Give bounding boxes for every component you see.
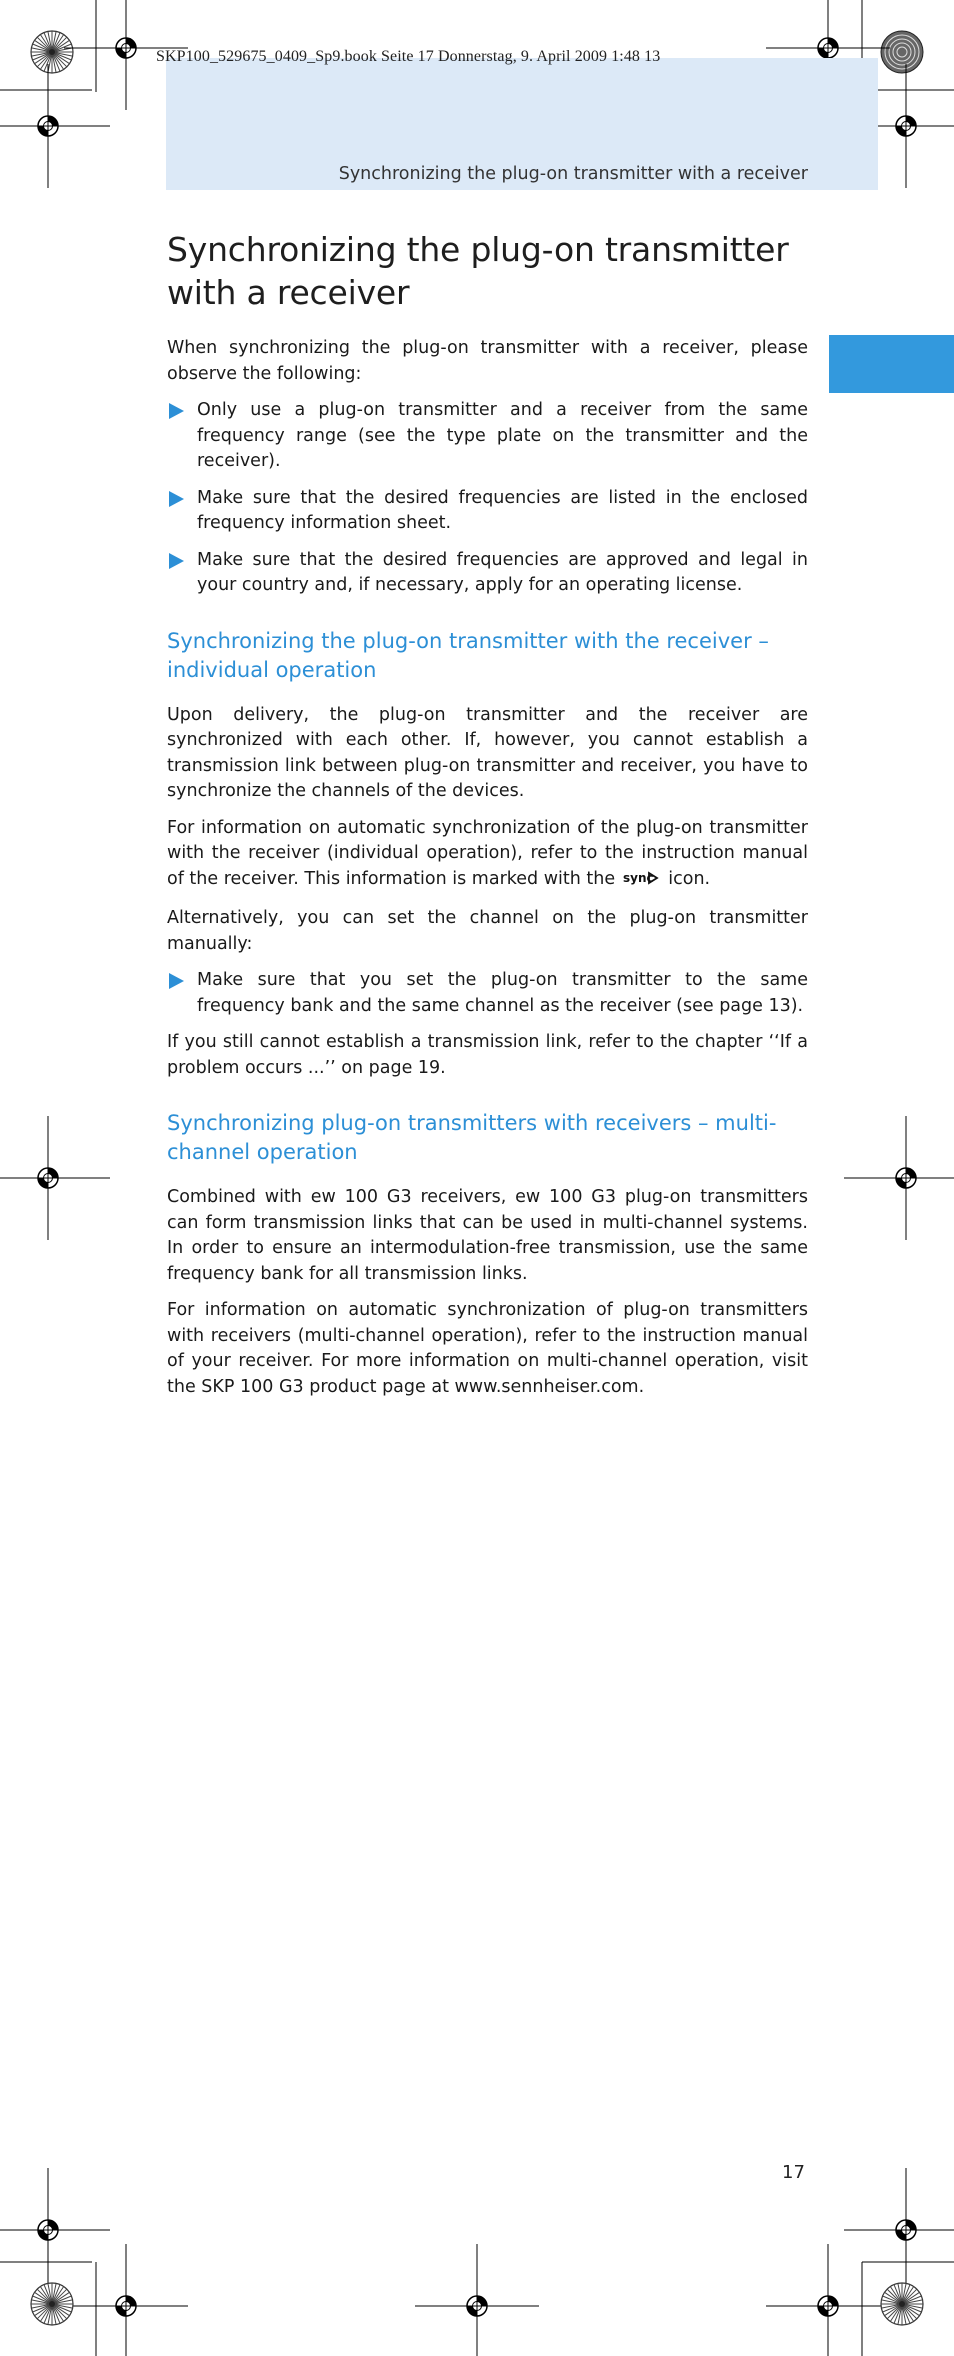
paragraph: Combined with ew 100 G3 receivers, ew 100 G3 plug-on transmitters can form transmission links that can be used in multi-channel systems. In order to ensure an intermodulation-free transmission, use the same frequency bank for all transmission links. xyxy=(167,1187,808,1284)
bullet-arrow-icon xyxy=(169,553,184,569)
intro-paragraph: When synchronizing the plug-on transmitter with a receiver, please observe the following: xyxy=(167,338,808,384)
section-heading-individual: Synchronizing the plug-on transmitter with the receiver – individual operation xyxy=(167,628,769,682)
svg-text:sync: sync xyxy=(622,870,654,885)
section-heading-multichannel: Synchronizing plug-on transmitters with receivers – multi-channel operation xyxy=(167,1111,777,1164)
paragraph: Alternatively, you can set the channel on the plug-on transmitter manually: xyxy=(167,908,808,954)
chapter-side-tab xyxy=(829,335,954,393)
list-item: Make sure that the desired frequencies are approved and legal in your country and, if necessary, apply for an operating license. xyxy=(167,548,808,599)
paragraph: If you still cannot establish a transmission link, refer to the chapter ‘‘If a problem occurs ...’’ on page 19. xyxy=(167,1032,808,1078)
print-slug: SKP100_529675_0409_Sp9.book Seite 17 Donnerstag, 9. April 2009 1:48 13 xyxy=(156,48,661,65)
list-item: Make sure that you set the plug-on transmitter to the same frequency bank and the same channel as the receiver (see page 13). xyxy=(167,968,808,1019)
bullet-list xyxy=(167,968,808,1019)
paragraph: For information on automatic synchronization of the plug-on transmitter with the receiver (individual operation), refer to the instruction manual of the receiver. This information is marked with the sync icon. xyxy=(167,816,808,896)
bullet-arrow-icon xyxy=(169,403,184,419)
bullet-arrow-icon xyxy=(169,491,184,507)
paragraph: Upon delivery, the plug-on transmitter and the receiver are synchronized with each other. If, however, you cannot establish a transmission link between plug-on transmitter and receiver, you have to synchronize the channels of the devices. xyxy=(167,704,808,801)
list-item: Only use a plug-on transmitter and a receiver from the same frequency range (see the type plate on the transmitter and the receiver). xyxy=(167,398,808,475)
paragraph: For information on automatic synchronization of plug-on transmitters with receivers (multi-channel operation), refer to the instruction manual of your receiver. For more information on multi-channel operation, visit the SKP 100 G3 product page at www.sennheiser.com. xyxy=(167,1300,808,1397)
page-content xyxy=(167,228,808,1411)
list-item: Make sure that the desired frequencies are listed in the enclosed frequency information sheet. xyxy=(167,486,808,537)
intro-bullet-list xyxy=(167,398,808,599)
page-number: 17 xyxy=(782,2162,805,2183)
sync-icon xyxy=(623,869,661,896)
bullet-arrow-icon xyxy=(169,973,184,989)
page-title: Synchronizing the plug-on transmitter with a receiver xyxy=(167,230,789,312)
running-head: Synchronizing the plug-on transmitter with a receiver xyxy=(338,164,808,184)
